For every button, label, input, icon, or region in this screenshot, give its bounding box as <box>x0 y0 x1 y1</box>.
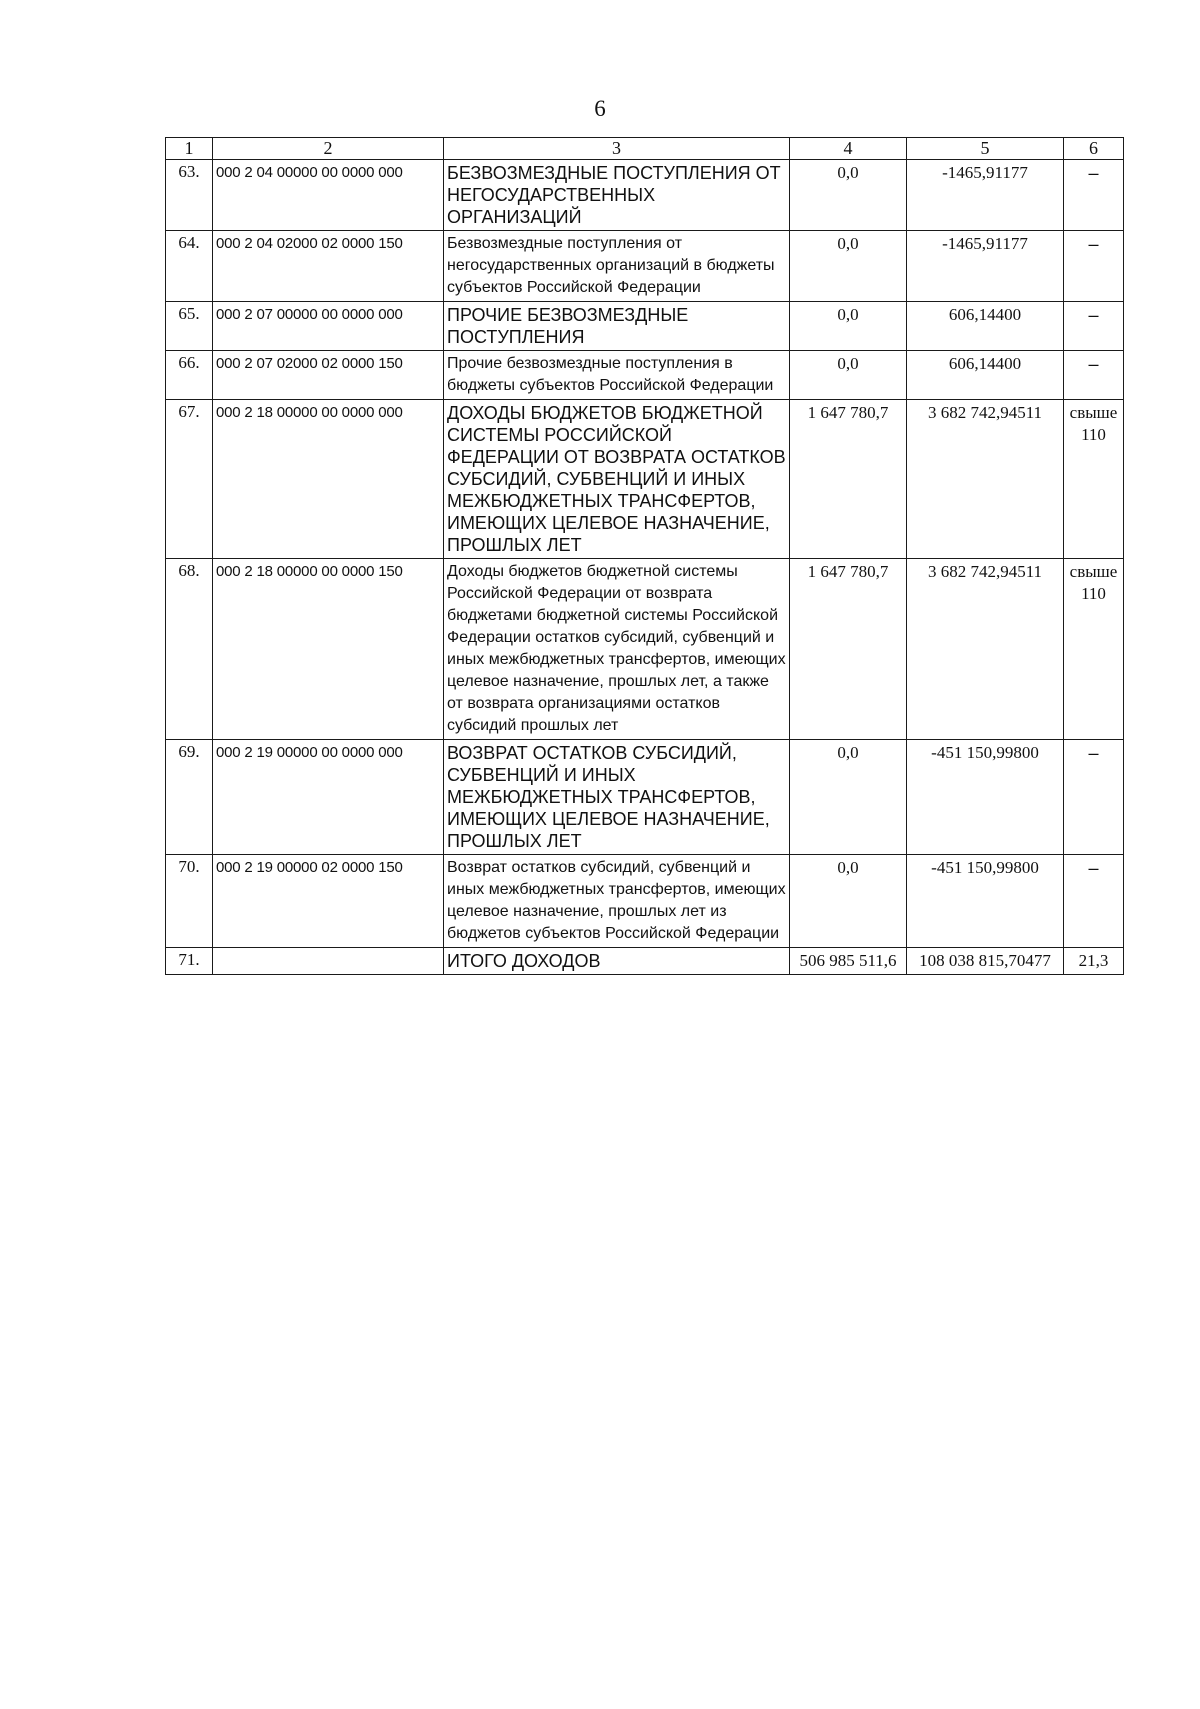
row-number: 63. <box>166 160 213 231</box>
actual-amount: 3 682 742,94511 <box>907 400 1064 559</box>
row-number: 65. <box>166 302 213 351</box>
table-row <box>166 855 1124 948</box>
budget-code: 000 2 07 02000 02 0000 150 <box>213 351 444 400</box>
table-header <box>166 138 1124 160</box>
actual-amount: -451 150,99800 <box>907 740 1064 855</box>
budget-code: 000 2 07 00000 00 0000 000 <box>213 302 444 351</box>
row-number: 70. <box>166 855 213 948</box>
actual-amount: 3 682 742,94511 <box>907 559 1064 740</box>
revenue-name: Безвозмездные поступления от негосударственных организаций в бюджеты субъектов Российской Федерации <box>444 231 790 302</box>
revenue-name: ВОЗВРАТ ОСТАТКОВ СУБСИДИЙ, СУБВЕНЦИЙ И ИНЫХ МЕЖБЮДЖЕТНЫХ ТРАНСФЕРТОВ, ИМЕЮЩИХ ЦЕЛЕВОЕ НАЗНАЧЕНИЕ, ПРОШЛЫХ ЛЕТ <box>444 740 790 855</box>
budget-code: 000 2 18 00000 00 0000 150 <box>213 559 444 740</box>
table-row <box>166 231 1124 302</box>
planned-amount: 506 985 511,6 <box>790 948 907 975</box>
planned-amount: 0,0 <box>790 351 907 400</box>
header-col-2: 2 <box>213 138 444 160</box>
planned-amount: 0,0 <box>790 740 907 855</box>
row-number: 64. <box>166 231 213 302</box>
planned-amount: 0,0 <box>790 231 907 302</box>
header-col-6: 6 <box>1064 138 1124 160</box>
planned-amount: 0,0 <box>790 855 907 948</box>
actual-amount: -451 150,99800 <box>907 855 1064 948</box>
planned-amount: 0,0 <box>790 302 907 351</box>
execution-percent: свыше 110 <box>1064 400 1124 559</box>
execution-percent: – <box>1064 160 1124 231</box>
table-body <box>166 160 1124 975</box>
revenue-name: Доходы бюджетов бюджетной системы Российской Федерации от возврата бюджетами бюджетной системы Российской Федерации остатков субсидий, субвенций и иных межбюджетных трансфертов, имеющих целевое назначение, прошлых лет, а также от возврата организациями остатков субсидий прошлых лет <box>444 559 790 740</box>
table-row <box>166 740 1124 855</box>
execution-percent: 21,3 <box>1064 948 1124 975</box>
table-row <box>166 559 1124 740</box>
revenue-name: ДОХОДЫ БЮДЖЕТОВ БЮДЖЕТНОЙ СИСТЕМЫ РОССИЙСКОЙ ФЕДЕРАЦИИ ОТ ВОЗВРАТА ОСТАТКОВ СУБСИДИЙ, СУБВЕНЦИЙ И ИНЫХ МЕЖБЮДЖЕТНЫХ ТРАНСФЕРТОВ, ИМЕЮЩИХ ЦЕЛЕВОЕ НАЗНАЧЕНИЕ, ПРОШЛЫХ ЛЕТ <box>444 400 790 559</box>
actual-amount: -1465,91177 <box>907 160 1064 231</box>
page-number: 6 <box>594 96 606 121</box>
row-number: 68. <box>166 559 213 740</box>
row-number: 67. <box>166 400 213 559</box>
actual-amount: 606,14400 <box>907 351 1064 400</box>
header-col-4: 4 <box>790 138 907 160</box>
execution-percent: – <box>1064 302 1124 351</box>
actual-amount: 606,14400 <box>907 302 1064 351</box>
actual-amount: -1465,91177 <box>907 231 1064 302</box>
budget-code: 000 2 18 00000 00 0000 000 <box>213 400 444 559</box>
header-col-3: 3 <box>444 138 790 160</box>
revenue-name: ИТОГО ДОХОДОВ <box>444 948 790 975</box>
revenue-table <box>165 137 1124 975</box>
header-row <box>166 138 1124 160</box>
revenue-name: Возврат остатков субсидий, субвенций и иных межбюджетных трансфертов, имеющих целевое назначение, прошлых лет из бюджетов субъектов Российской Федерации <box>444 855 790 948</box>
table-row <box>166 302 1124 351</box>
planned-amount: 1 647 780,7 <box>790 400 907 559</box>
revenue-name: БЕЗВОЗМЕЗДНЫЕ ПОСТУПЛЕНИЯ ОТ НЕГОСУДАРСТВЕННЫХ ОРГАНИЗАЦИЙ <box>444 160 790 231</box>
execution-percent: свыше 110 <box>1064 559 1124 740</box>
budget-code <box>213 948 444 975</box>
execution-percent: – <box>1064 740 1124 855</box>
table-row <box>166 351 1124 400</box>
planned-amount: 1 647 780,7 <box>790 559 907 740</box>
revenue-name: ПРОЧИЕ БЕЗВОЗМЕЗДНЫЕ ПОСТУПЛЕНИЯ <box>444 302 790 351</box>
header-col-1: 1 <box>166 138 213 160</box>
row-number: 71. <box>166 948 213 975</box>
budget-code: 000 2 04 02000 02 0000 150 <box>213 231 444 302</box>
table-row <box>166 948 1124 975</box>
row-number: 66. <box>166 351 213 400</box>
row-number: 69. <box>166 740 213 855</box>
execution-percent: – <box>1064 855 1124 948</box>
planned-amount: 0,0 <box>790 160 907 231</box>
revenue-name: Прочие безвозмездные поступления в бюджеты субъектов Российской Федерации <box>444 351 790 400</box>
execution-percent: – <box>1064 351 1124 400</box>
table-row <box>166 400 1124 559</box>
budget-code: 000 2 19 00000 02 0000 150 <box>213 855 444 948</box>
budget-code: 000 2 19 00000 00 0000 000 <box>213 740 444 855</box>
execution-percent: – <box>1064 231 1124 302</box>
table-row <box>166 160 1124 231</box>
budget-code: 000 2 04 00000 00 0000 000 <box>213 160 444 231</box>
actual-amount: 108 038 815,70477 <box>907 948 1064 975</box>
header-col-5: 5 <box>907 138 1064 160</box>
